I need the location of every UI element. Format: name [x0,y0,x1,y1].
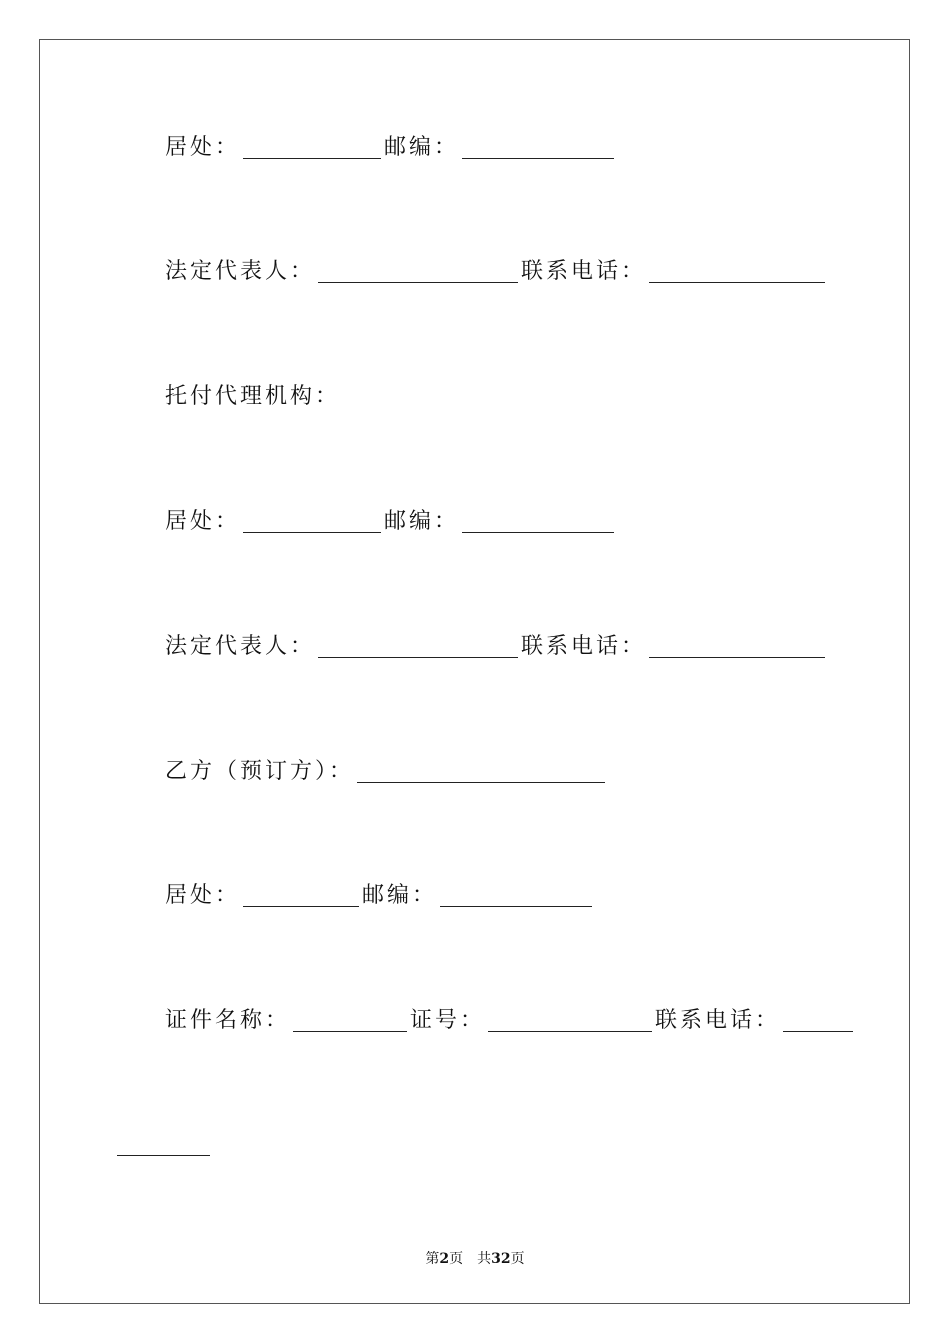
phone-label: 联系电话： [521,634,647,659]
phone-blank-continuation[interactable] [117,1155,210,1156]
postcode-blank[interactable] [462,136,614,159]
legal-rep-label: 法定代表人： [165,634,316,659]
total-page-count: 32 [491,1251,511,1267]
footer-mid: 页 共 [449,1251,492,1267]
page-border [39,39,910,1304]
current-page-number: 2 [439,1251,450,1267]
id-number-blank[interactable] [488,1009,652,1032]
footer-prefix: 第 [425,1251,440,1267]
phone-label: 联系电话： [655,1008,781,1033]
party-b-blank[interactable] [357,760,605,783]
residence-blank[interactable] [243,136,381,159]
legal-rep-label: 法定代表人： [165,259,316,284]
party-b-label: 乙方（预订方）： [165,759,355,784]
phone-blank[interactable] [649,635,825,658]
party-b-field [165,758,608,786]
id-document-field [165,1007,856,1035]
agent-org-field [165,383,340,411]
page-footer [0,1248,950,1268]
postcode-label: 邮编： [384,135,460,160]
residence-label: 居处： [165,883,241,908]
legal-rep-field-1 [165,258,828,286]
postcode-label: 邮编： [362,883,438,908]
footer-suffix: 页 [510,1251,525,1267]
postcode-label: 邮编： [384,509,460,534]
residence-blank[interactable] [243,510,381,533]
phone-blank[interactable] [649,260,825,283]
agent-org-label: 托付代理机构： [165,384,341,409]
id-number-label: 证号： [410,1008,486,1033]
residence-field-1 [165,134,617,162]
residence-blank[interactable] [243,884,359,907]
residence-label: 居处： [165,509,241,534]
residence-field-2 [165,508,617,536]
id-type-label: 证件名称： [165,1008,291,1033]
postcode-blank[interactable] [462,510,614,533]
residence-field-3 [165,882,595,910]
legal-rep-field-2 [165,633,828,661]
phone-label: 联系电话： [521,259,647,284]
legal-rep-blank[interactable] [318,260,518,283]
postcode-blank[interactable] [440,884,592,907]
id-type-blank[interactable] [293,1009,407,1032]
legal-rep-blank[interactable] [318,635,518,658]
residence-label: 居处： [165,135,241,160]
phone-blank[interactable] [783,1009,853,1032]
